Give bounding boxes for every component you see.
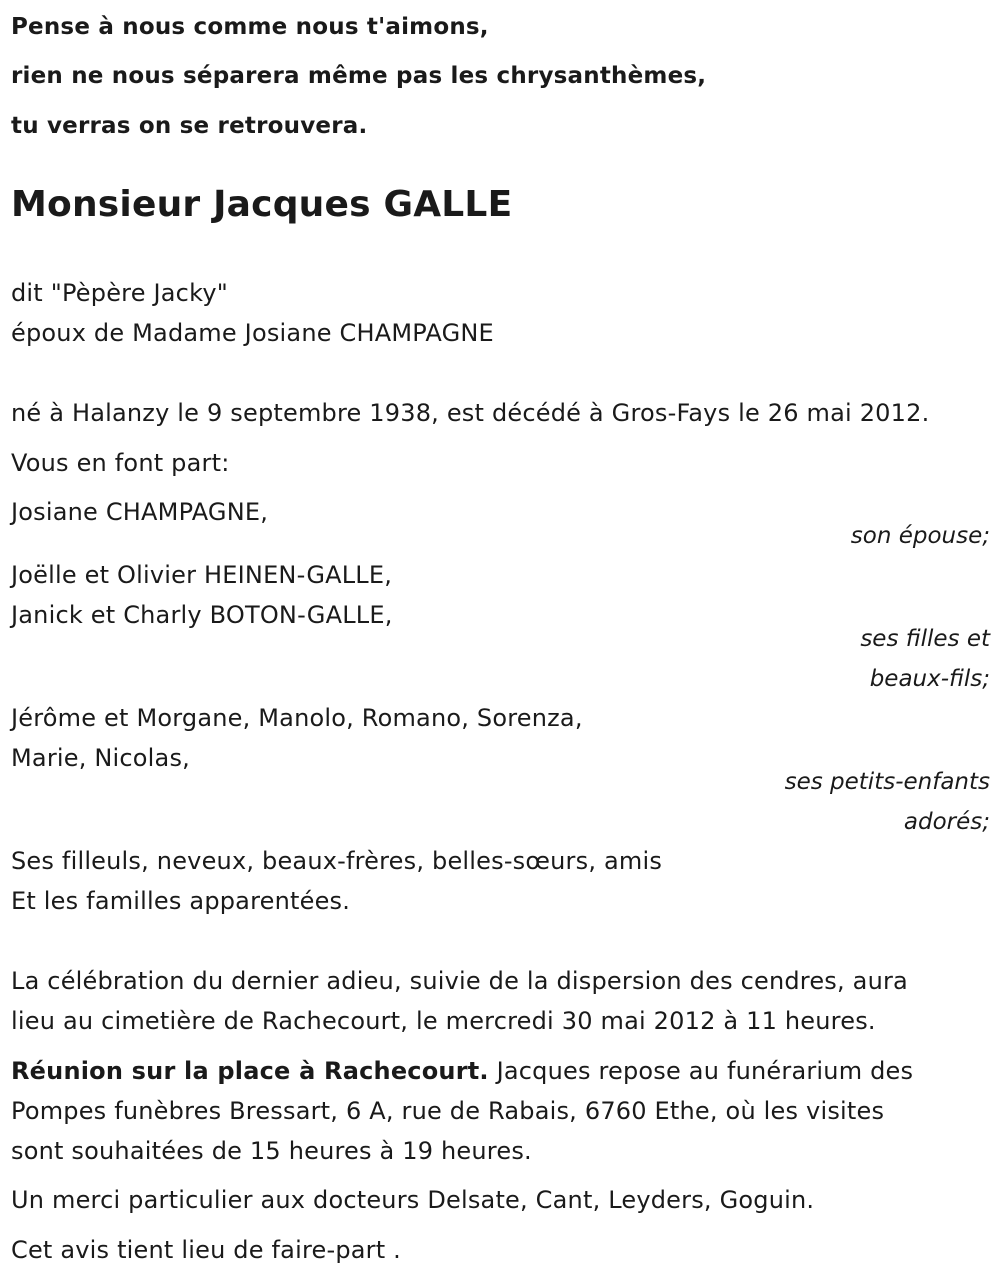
ceremony-line-2: lieu au cimetière de Rachecourt, le mercredi 30 mai 2012 à 11 heures.	[11, 1007, 876, 1035]
poem-line-3: tu verras on se retrouvera.	[11, 113, 368, 139]
deceased-spouse: époux de Madame Josiane CHAMPAGNE	[11, 319, 494, 347]
family-spouse-name: Josiane CHAMPAGNE,	[11, 498, 269, 526]
ceremony-line-5: sont souhaitées de 15 heures à 19 heures.	[11, 1137, 532, 1165]
poem-line-2: rien ne nous séparera même pas les chrysanthèmes,	[11, 63, 707, 89]
announce: Vous en font part:	[11, 449, 230, 477]
family-daughter-2: Janick et Charly BOTON-GALLE,	[11, 601, 393, 629]
family-grandchildren-role-1: ses petits-enfants	[784, 769, 990, 795]
deceased-nickname: dit "Pèpère Jacky"	[11, 279, 228, 307]
family-daughters-role-2: beaux-fils;	[869, 666, 990, 692]
meeting-rest: Jacques repose au funérarium des	[488, 1057, 914, 1085]
family-grandchildren-1: Jérôme et Morgane, Manolo, Romano, Sorenza,	[11, 704, 583, 732]
meeting-place: Réunion sur la place à Rachecourt.	[11, 1057, 489, 1085]
poem-line-1: Pense à nous comme nous t'aimons,	[11, 14, 489, 40]
thanks: Un merci particulier aux docteurs Delsate, Cant, Leyders, Goguin.	[11, 1186, 815, 1214]
ceremony-line-4: Pompes funèbres Bressart, 6 A, rue de Rabais, 6760 Ethe, où les visites	[11, 1097, 885, 1125]
deceased-name: Monsieur Jacques GALLE	[11, 184, 513, 225]
family-spouse-role: son épouse;	[850, 523, 990, 549]
family-grandchildren-2: Marie, Nicolas,	[11, 744, 190, 772]
ceremony-line-3	[11, 1056, 913, 1086]
family-daughter-1: Joëlle et Olivier HEINEN-GALLE,	[11, 561, 393, 589]
closing: Cet avis tient lieu de faire-part .	[11, 1236, 402, 1264]
ceremony-line-1: La célébration du dernier adieu, suivie de la dispersion des cendres, aura	[11, 967, 908, 995]
birth-death: né à Halanzy le 9 septembre 1938, est décédé à Gros-Fays le 26 mai 2012.	[11, 399, 930, 427]
family-others-1: Ses filleuls, neveux, beaux-frères, belles-sœurs, amis	[11, 847, 663, 875]
family-grandchildren-role-2: adorés;	[903, 809, 990, 835]
family-others-2: Et les familles apparentées.	[11, 887, 351, 915]
family-daughters-role-1: ses filles et	[860, 626, 990, 652]
